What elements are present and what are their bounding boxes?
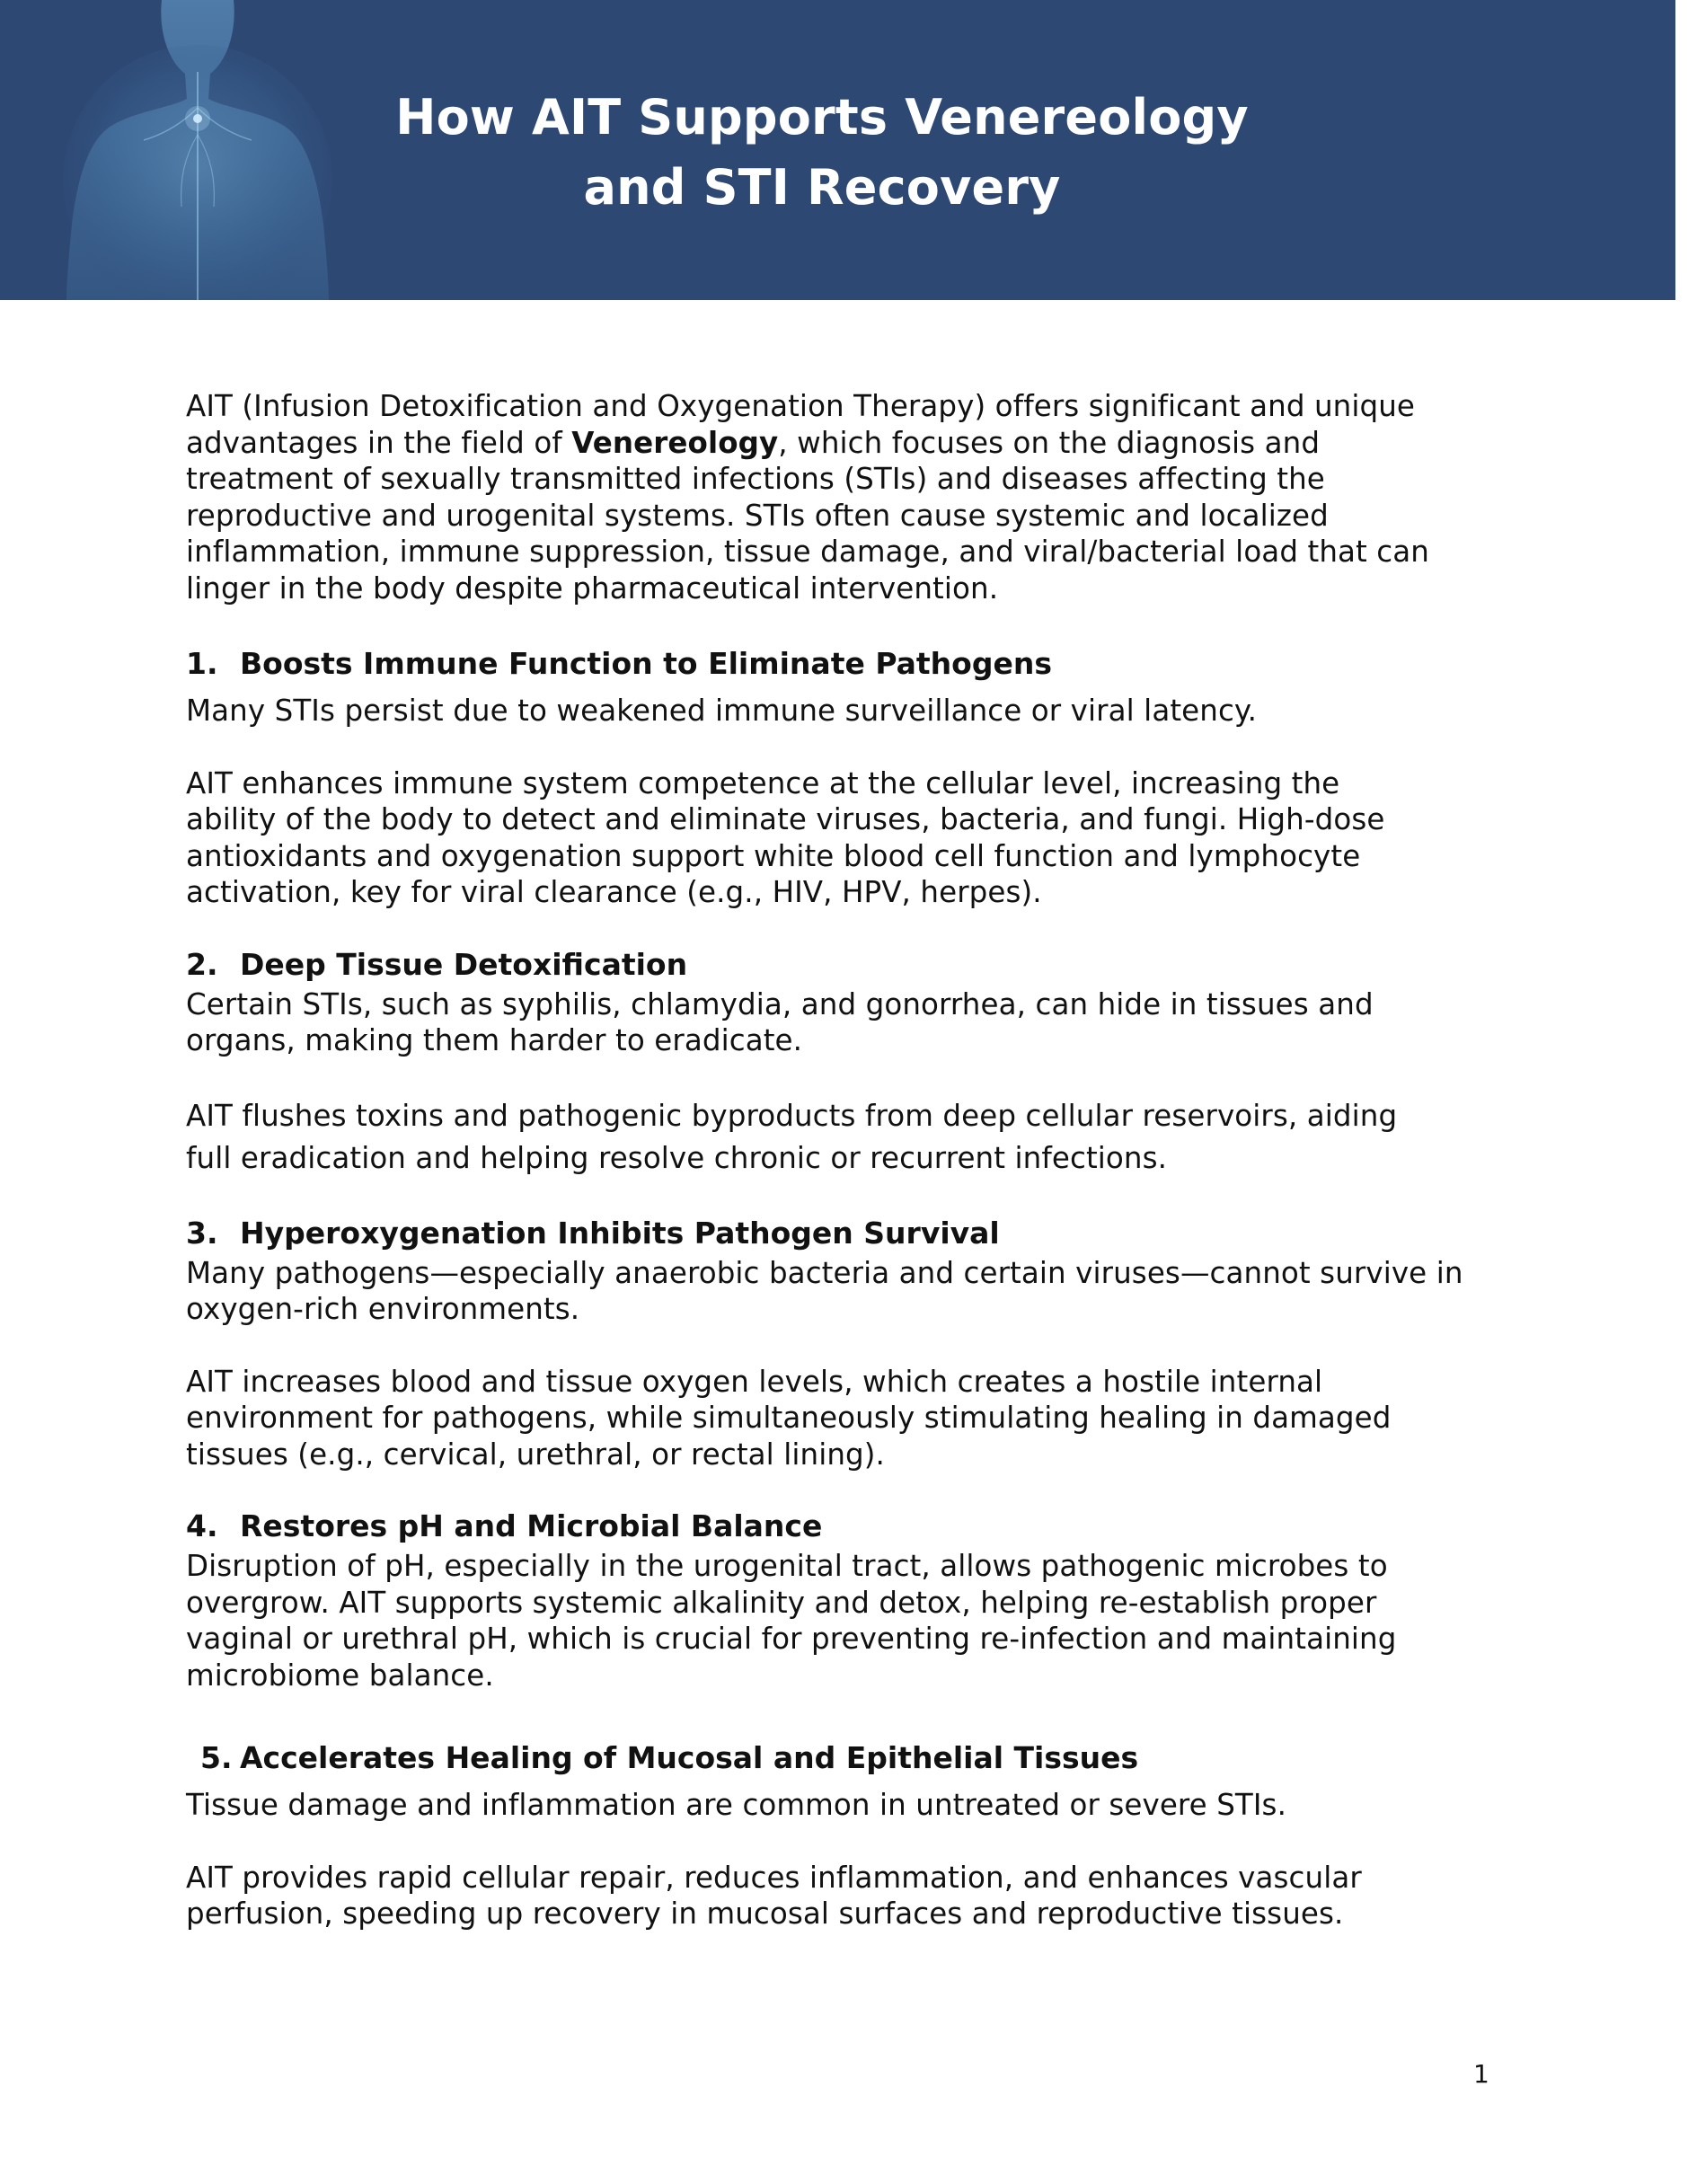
section-2-paragraph-2: AIT flushes toxins and pathogenic byproducts from deep cellular reservoirs, aiding full eradication and helping resolve chronic or recurrent infections. (186, 1098, 1398, 1175)
section-2-number: 2. (186, 946, 218, 982)
document-body (186, 388, 1498, 1932)
section-4-heading (186, 1508, 1498, 1544)
section-1-paragraph-1: Many STIs persist due to weakened immune surveillance or viral latency. (186, 694, 1258, 728)
section-1-title: Boosts Immune Function to Eliminate Pathogens (240, 646, 1052, 681)
section-3-number: 3. (186, 1215, 218, 1251)
section-2-paragraph-1: Certain STIs, such as syphilis, chlamydia, and gonorrhea, can hide in tissues and organs, making them harder to eradicate. (186, 986, 1374, 1057)
section-4-title: Restores pH and Microbial Balance (240, 1508, 823, 1543)
page-number: 1 (1473, 2059, 1489, 2089)
page-title-line-1: How AIT Supports Venereology (395, 89, 1249, 146)
section-1-number: 1. (186, 646, 218, 681)
section-3-paragraph-2: AIT increases blood and tissue oxygen levels, which creates a hostile internal environment for pathogens, while simultaneously stimulating healing in damaged tissues (e.g., cervical, urethral, or rectal lining). (186, 1364, 1392, 1472)
section-5-heading (186, 1740, 1498, 1776)
section-5-number: 5. (200, 1740, 233, 1775)
section-2-heading (186, 947, 1498, 983)
section-4-paragraph-1: Disruption of pH, especially in the urogenital tract, allows pathogenic microbes to overgrow. AIT supports systemic alkalinity and detox, helping re-establish proper vaginal or urethral pH, which is crucial for preventing re-infection and maintaining microbiome balance. (186, 1549, 1397, 1693)
section-5-title: Accelerates Healing of Mucosal and Epithelial Tissues (240, 1740, 1139, 1775)
intro-bold-term: Venereology (571, 425, 779, 460)
page-title-line-2: and STI Recovery (583, 159, 1061, 216)
section-3-paragraph-1: Many pathogens—especially anaerobic bacteria and certain viruses—cannot survive in oxygen-rich environments. (186, 1255, 1463, 1326)
section-1-heading (186, 646, 1498, 682)
section-5-paragraph-1: Tissue damage and inflammation are common in untreated or severe STIs. (186, 1788, 1287, 1822)
intro-text-end: , which focuses on the diagnosis and treatment of sexually transmitted infections (STIs) and diseases affecting the reproductive and urogenital systems. STIs often cause systemic and localized inflammation, immune suppression, tissue damage, and viral/bacterial load that can linger in the body despite pharmaceutical intervention. (186, 425, 1429, 606)
page-header (0, 0, 1675, 300)
intro-paragraph (186, 388, 1462, 606)
intro-text-start: AIT (Infusion Detoxification and Oxygenation Therapy) offers significant and unique advantages in the field of (186, 389, 1416, 460)
section-4-number: 4. (186, 1508, 218, 1543)
section-3-heading (186, 1216, 1498, 1251)
section-2-title: Deep Tissue Detoxification (240, 946, 688, 982)
section-1-paragraph-2: AIT enhances immune system competence at the cellular level, increasing the ability of the body to detect and eliminate viruses, bacteria, and fungi. High-dose antioxidants and oxygenation support white blood cell function and lymphocyte activation, key for viral clearance (e.g., HIV, HPV, herpes). (186, 765, 1385, 909)
page-title (270, 83, 1374, 223)
section-5-paragraph-2: AIT provides rapid cellular repair, reduces inflammation, and enhances vascular perfusion, speeding up recovery in mucosal surfaces and reproductive tissues. (186, 1860, 1362, 1931)
section-3-title: Hyperoxygenation Inhibits Pathogen Survival (240, 1215, 1000, 1251)
